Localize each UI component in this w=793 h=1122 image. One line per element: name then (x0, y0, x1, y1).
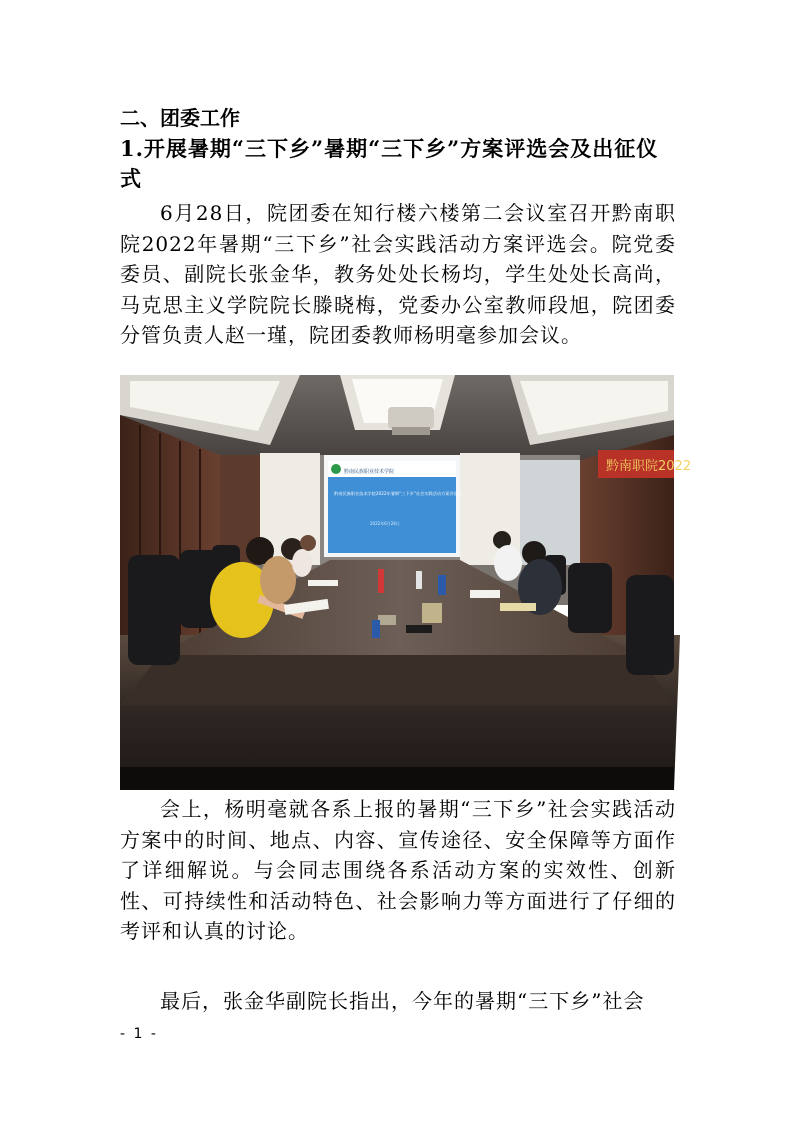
paragraph-2: 会上，杨明毫就各系上报的暑期“三下乡”社会实践活动方案中的时间、地点、内容、宣传途径、安全保障等方面作了详细解说。与会同志围绕各系活动方案的实效性、创新性、可持续性和活动特色、社会影响力等方面进行了仔细的考评和认真的讨论。 (120, 797, 676, 943)
screen-title-text: 黔南民族职业技术学院2022年暑期“三下乡”社会实践活动方案评选会 (334, 491, 463, 496)
paragraph-1: 6月28日，院团委在知行楼六楼第二会议室召开黔南职院2022年暑期“三下乡”社会实践活动方案评选会。院党委委员、副院长张金华，教务处处长杨均，学生处处长高尚，马克思主义学院院长滕晓梅，党委办公室教师段旭，院团委分管负责人赵一瑾，院团委教师杨明毫参加会议。 (120, 201, 676, 347)
screen-logo-text: 黔南民族职业技术学院 (344, 469, 395, 475)
wall-sign-text: 黔南职院2022 (606, 459, 692, 474)
paragraph-3: 最后，张金华副院长指出，今年的暑期“三下乡”社会 (160, 989, 645, 1013)
subsection-heading: 1.开展暑期“三下乡”暑期“三下乡”方案评选会及出征仪式 (120, 136, 659, 191)
meeting-photo (120, 375, 692, 790)
page-number: - 1 - (120, 1026, 158, 1042)
screen-date-text: 2022年6月28日 (370, 521, 400, 526)
section-heading: 二、团委工作 (120, 106, 240, 130)
